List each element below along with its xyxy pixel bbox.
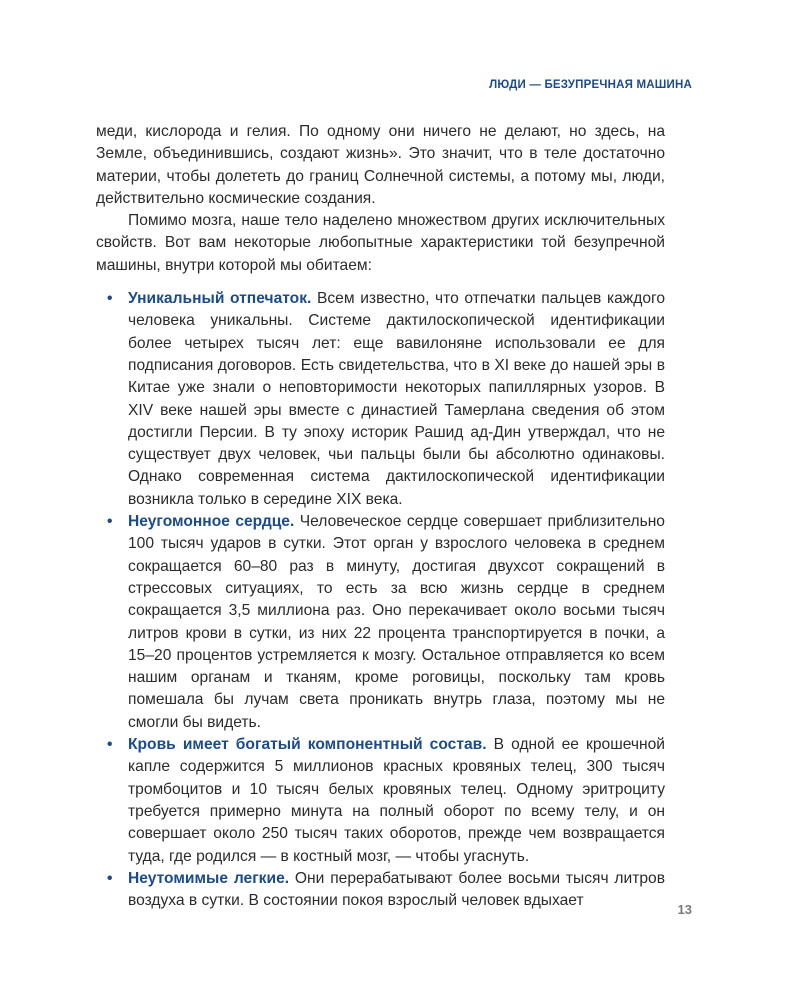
list-item-term: Неутомимые легкие.	[128, 869, 290, 887]
bullet-icon: •	[107, 736, 113, 754]
list-item-text: В одной ее крошечной капле содержится 5 миллионов красных кровяных телец, 300 тысяч тромбоцитов и 10 тысяч белых кровяных телец. Одному эритроциту требуется примерно минута на полный оборот по всему телу, и он совершает около 250 тысяч таких оборотов, прежде чем возвращается туда, где родился — в костный мозг, — чтобы угаснуть.	[128, 736, 666, 865]
list-item-term: Уникальный отпечаток.	[128, 290, 312, 308]
bullet-icon: •	[107, 290, 113, 308]
list-item-heart	[96, 511, 665, 734]
list-item-lungs	[96, 868, 665, 913]
bullet-icon: •	[107, 513, 113, 531]
bullet-icon: •	[107, 869, 113, 887]
feature-list	[96, 288, 665, 912]
list-item-blood	[96, 734, 665, 868]
list-item-fingerprint	[96, 288, 665, 511]
list-item-term: Кровь имеет богатый компонентный состав.	[128, 736, 487, 754]
list-item-text: Всем известно, что отпечатки пальцев каждого человека уникальны. Системе дактилоскопической идентификации более четырех тысяч лет: еще вавилоняне использовали ее для подписания договоров. Есть свидетельства, что в XI веке до нашей эры в Китае уже знали о неповторимости некоторых папиллярных узоров. В XIV веке нашей эры вместе с династией Тамерлана сведения об этом достигли Персии. В ту эпоху историк Рашид ад-Дин утверждал, что не существует двух человек, чьи пальцы были бы абсолютно одинаковы. Однако современная система дактилоскопической идентификации возникла только в середине XIX века.	[128, 290, 666, 508]
page-number: 13	[677, 902, 692, 917]
running-head-title: ЛЮДИ — БЕЗУПРЕЧНАЯ МАШИНА	[489, 79, 692, 91]
list-item-text: Человеческое сердце совершает приблизительно 100 тысяч ударов в сутки. Этот орган у взрослого человека в среднем сокращается 60–80 раз в минуту, достигая двухсот сокращений в стрессовых ситуациях, то есть за всю жизнь сердце в среднем сокращается 3,5 миллиона раз. Оно перекачивает около восьми тысяч литров крови в сутки, из них 22 процента транспортируется в почки, а 15–20 процентов устремляется к мозгу. Остальное отправляется ко всем нашим органам и тканям, кроме роговицы, поскольку там кровь помешала бы лучам света проникать внутрь глаза, поэтому мы не смогли бы видеть.	[128, 513, 665, 731]
paragraph-continuation: меди, кислорода и гелия. По одному они ничего не делают, но здесь, на Земле, объединившись, создают жизнь». Это значит, что в теле достаточно материи, чтобы долететь до границ Солнечной системы, а потому мы, люди, действительно космические создания.	[96, 123, 665, 207]
page-body	[96, 121, 665, 912]
list-item-text: Они перерабатывают более восьми тысяч литров воздуха в сутки. В состоянии покоя взрослый человек вдыхает	[128, 869, 665, 910]
list-item-term: Неугомонное сердце.	[128, 513, 295, 531]
paragraph-intro: Помимо мозга, наше тело наделено множеством других исключительных свойств. Вот вам некоторые любопытные характеристики той безупречной машины, внутри которой мы обитаем:	[96, 212, 665, 274]
